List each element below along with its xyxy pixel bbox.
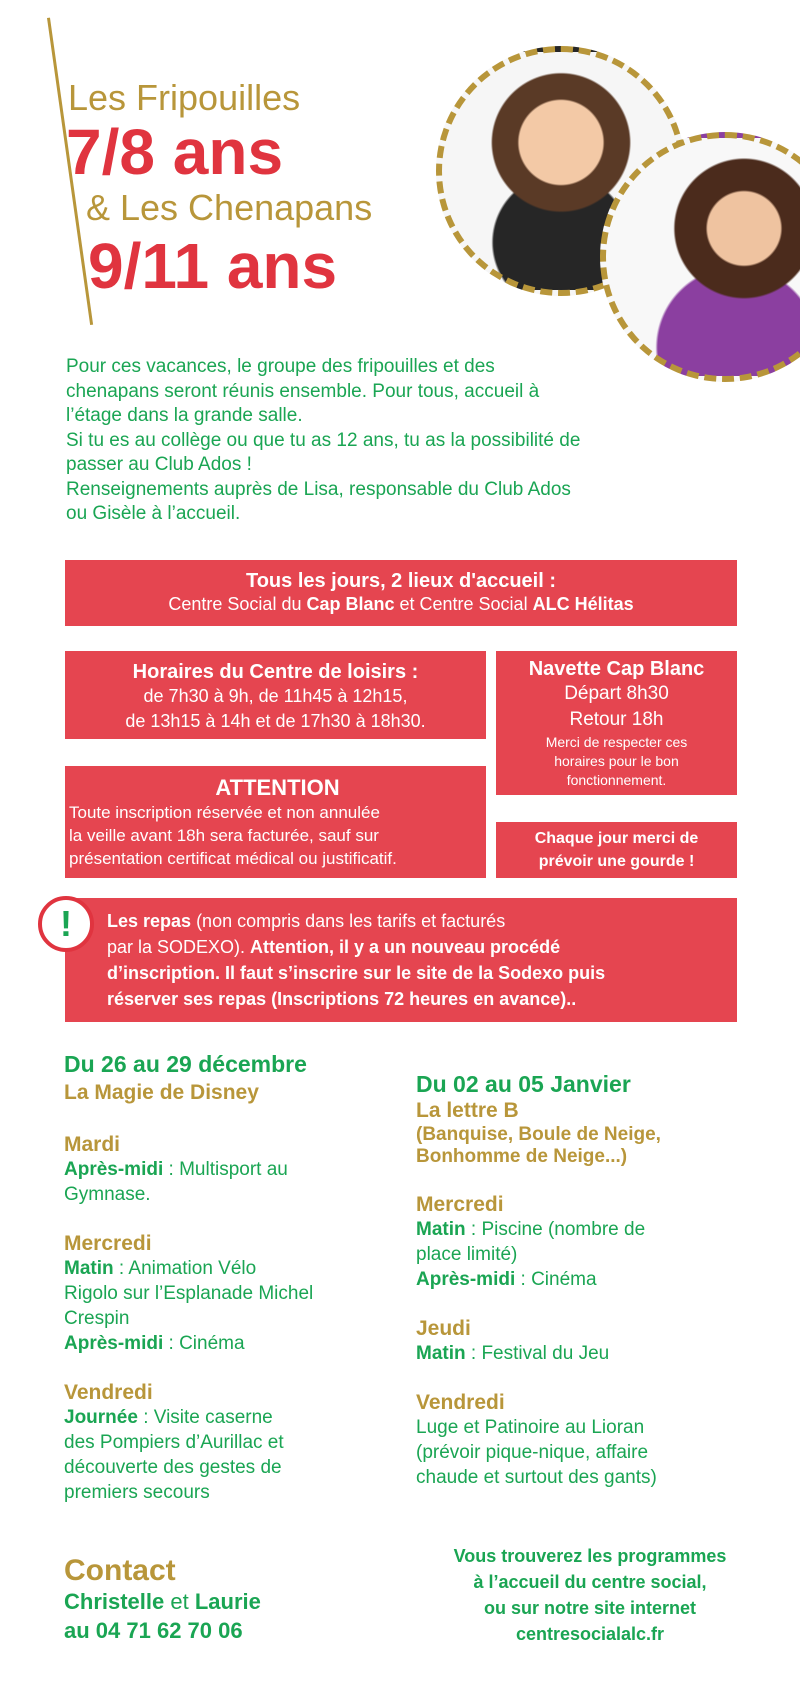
activity: Gymnase. — [64, 1184, 151, 1205]
age-fripouilles: 7/8 ans — [66, 116, 284, 188]
intro-line: passer au Club Ados ! — [66, 454, 252, 475]
title-chenapans: & Les Chenapans — [86, 187, 373, 228]
intro-line: ou Gisèle à l’accueil. — [66, 503, 241, 524]
week2-theme: (Banquise, Boule de Neige, — [416, 1124, 661, 1145]
contact-title: Contact — [64, 1554, 176, 1587]
activity-text: : Visite caserne — [137, 1407, 273, 1428]
repas-text: par la SODEXO). — [107, 937, 251, 957]
intro-text — [66, 355, 766, 527]
footer-website: centresocialalc.fr — [515, 1624, 665, 1644]
contact-block — [64, 1555, 394, 1645]
activity: Crespin — [64, 1308, 130, 1329]
horaires-line: de 7h30 à 9h, de 11h45 à 12h15, — [143, 686, 408, 706]
week2-theme: La lettre B — [416, 1099, 519, 1122]
activity — [64, 1331, 394, 1356]
activity: premiers secours — [64, 1482, 210, 1503]
contact-name: Laurie — [194, 1589, 261, 1614]
attention-title: ATTENTION — [215, 775, 340, 800]
footer-line: à l’accueil du centre social, — [473, 1572, 707, 1592]
activity — [64, 1256, 394, 1281]
navette-depart: Départ 8h30 — [564, 683, 669, 704]
repas-text: (non compris dans les tarifs et facturés — [191, 911, 506, 931]
repas-box — [65, 898, 737, 1022]
activity — [416, 1267, 786, 1292]
activity: Rigolo sur l’Esplanade Michel — [64, 1283, 314, 1304]
activity: place limité) — [416, 1244, 518, 1265]
week2-theme: Bonhomme de Neige...) — [416, 1146, 628, 1167]
activity — [64, 1405, 394, 1430]
week1-theme: La Magie de Disney — [64, 1081, 259, 1104]
activity-text: : Festival du Jeu — [465, 1343, 610, 1364]
activity-text: : Piscine (nombre de — [465, 1219, 646, 1240]
day-vendredi: Vendredi — [64, 1381, 153, 1404]
activity-label: Journée — [64, 1407, 138, 1428]
repas-bold: Attention, il y a un nouveau procédé — [250, 937, 561, 957]
navette-box — [496, 651, 737, 795]
footer-line: Vous trouverez les programmes — [453, 1546, 727, 1566]
day-mardi: Mardi — [64, 1133, 121, 1156]
week1-column — [64, 1050, 394, 1505]
intro-line: Pour ces vacances, le groupe des fripouilles et des — [66, 356, 495, 377]
contact-name: Christelle — [64, 1589, 165, 1614]
day-mercredi: Mercredi — [416, 1193, 504, 1216]
contact-phone: au 04 71 62 70 06 — [64, 1618, 243, 1643]
footer-line: ou sur notre site internet — [483, 1598, 697, 1618]
activity — [416, 1341, 786, 1366]
activity-label: Après-midi — [64, 1159, 164, 1180]
attention-line: Toute inscription réservée et non annulée — [69, 803, 380, 822]
horaires-title: Horaires du Centre de loisirs : — [132, 661, 419, 683]
intro-line: chenapans seront réunis ensemble. Pour tous, accueil à — [66, 380, 540, 402]
activity-label: Après-midi — [64, 1333, 164, 1354]
lieux-mid: et Centre Social — [394, 594, 533, 614]
gourde-line: Chaque jour merci de — [534, 830, 699, 847]
title-fripouilles: Les Fripouilles — [68, 77, 301, 118]
intro-line: Renseignements auprès de Lisa, responsable du Club Ados — [66, 478, 571, 500]
exclamation-glyph: ! — [60, 903, 72, 944]
horaires-line: de 13h15 à 14h et de 17h30 à 18h30. — [125, 711, 426, 731]
attention-box — [65, 766, 486, 878]
lieux-place1: Cap Blanc — [306, 594, 395, 614]
lieux-text — [65, 593, 737, 615]
week1-period: Du 26 au 29 décembre — [64, 1051, 307, 1077]
repas-line — [107, 934, 737, 960]
day-jeudi: Jeudi — [416, 1317, 471, 1340]
day-vendredi: Vendredi — [416, 1391, 505, 1414]
activity: chaude et surtout des gants) — [416, 1467, 657, 1488]
activity: (prévoir pique-nique, affaire — [416, 1442, 649, 1463]
activity: Luge et Patinoire au Lioran — [416, 1417, 645, 1438]
repas-line: réserver ses repas (Inscriptions 72 heures en avance).. — [107, 989, 577, 1009]
activity-text: : Cinéma — [515, 1269, 597, 1290]
repas-line: d’inscription. Il faut s’inscrire sur le site de la Sodexo puis — [107, 963, 606, 983]
activity-label: Après-midi — [416, 1269, 516, 1290]
lieux-box — [65, 560, 737, 626]
age-chenapans: 9/11 ans — [88, 230, 338, 302]
activity — [64, 1157, 394, 1182]
attention-line: la veille avant 18h sera facturée, sauf sur — [69, 826, 379, 845]
activity-label: Matin — [416, 1343, 466, 1364]
intro-line: l’étage dans la grande salle. — [66, 405, 303, 426]
navette-title: Navette Cap Blanc — [528, 658, 705, 680]
exclamation-icon — [38, 896, 94, 952]
activity: découverte des gestes de — [64, 1457, 282, 1478]
contact-et: et — [164, 1589, 195, 1614]
activity-label: Matin — [416, 1219, 466, 1240]
day-mercredi: Mercredi — [64, 1232, 152, 1255]
activity-label: Matin — [64, 1258, 114, 1279]
navette-note: Merci de respecter ces — [545, 734, 688, 750]
week2-period: Du 02 au 05 Janvier — [416, 1071, 631, 1097]
lieux-pre: Centre Social du — [168, 594, 307, 614]
horaires-box — [65, 651, 486, 739]
navette-note: horaires pour le bon — [554, 753, 679, 769]
activity — [416, 1217, 786, 1242]
intro-line: Si tu es au collège ou que tu as 12 ans, tu as la possibilité de — [66, 429, 581, 451]
navette-retour: Retour 18h — [569, 709, 664, 730]
gourde-box — [496, 822, 737, 878]
contact-names — [64, 1587, 394, 1616]
activity-text: : Multisport au — [163, 1159, 288, 1180]
activity: des Pompiers d’Aurillac et — [64, 1432, 284, 1453]
navette-note: fonctionnement. — [566, 772, 667, 788]
repas-bold: Les repas — [107, 911, 192, 931]
attention-line: présentation certificat médical ou justificatif. — [69, 849, 397, 868]
activity-text: : Animation Vélo — [113, 1258, 257, 1279]
repas-line — [107, 908, 737, 934]
footer-note — [400, 1543, 780, 1647]
lieux-place2: ALC Hélitas — [532, 594, 634, 614]
lieux-title: Tous les jours, 2 lieux d'accueil : — [245, 570, 557, 592]
week2-column — [416, 1070, 786, 1490]
activity-text: : Cinéma — [163, 1333, 245, 1354]
gourde-line: prévoir une gourde ! — [538, 853, 695, 870]
